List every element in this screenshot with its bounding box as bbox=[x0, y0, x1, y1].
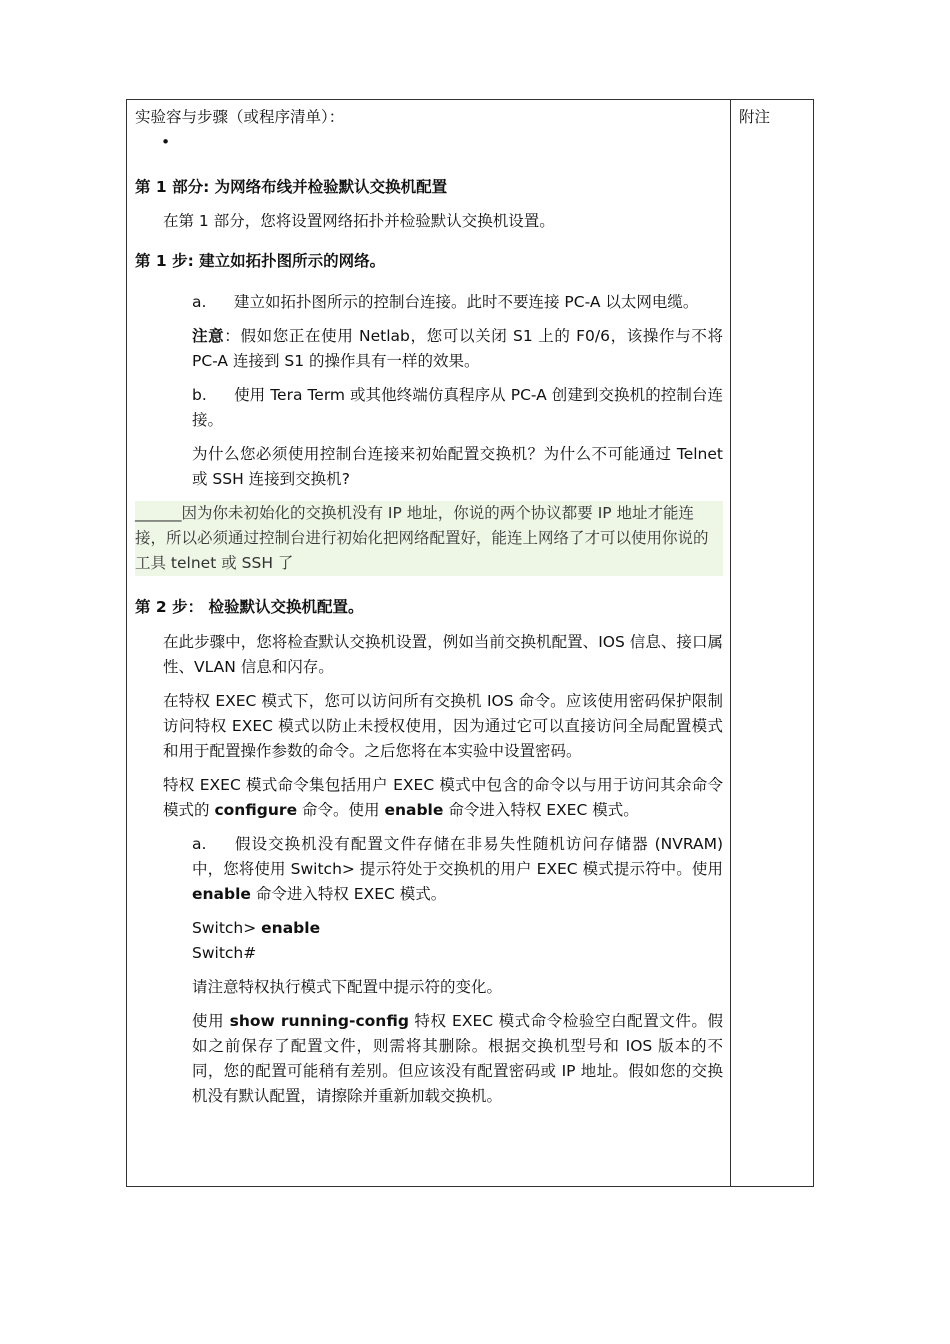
bullet-point: • bbox=[161, 133, 171, 151]
cli-prompt: Switch> bbox=[192, 919, 262, 937]
item-b-label: b. bbox=[192, 386, 207, 404]
table-header-title: 实验容与步骤（或程序清单）： bbox=[135, 108, 345, 126]
cli-line-1 bbox=[135, 916, 723, 941]
student-answer: ______因为你未初始化的交换机没有 IP 地址，你说的两个协议都要 IP 地址才能连接，所以必须通过控制台进行初始化把网络配置好，能连上网络了才可以使用你说的工具 telnet 或 SSH 了 bbox=[135, 501, 723, 576]
step1-note bbox=[135, 324, 723, 374]
part1-heading: 第 1 部分: 为网络布线并检验默认交换机配置 bbox=[135, 178, 448, 196]
step2-p2: 在特权 EXEC 模式下，您可以访问所有交换机 IOS 命令。应该使用密码保护限制访问特权 EXEC 模式以防止未授权使用，因为通过它可以直接访问全局配置模式和用于配置操作参数的命令。之后您将在本实验中设置密码。 bbox=[163, 692, 723, 760]
item-b-text: 使用 Tera Term 或其他终端仿真程序从 PC-A 创建到交换机的控制台连接。 bbox=[192, 386, 723, 429]
step2-heading: 第 2 步： 检验默认交换机配置。 bbox=[135, 598, 364, 616]
show-running-config-paragraph bbox=[135, 1009, 723, 1109]
notes-column bbox=[739, 105, 770, 130]
item-a-label: a. bbox=[192, 293, 207, 311]
part1-intro: 在第 1 部分，您将设置网络拓扑并检验默认交换机设置。 bbox=[163, 212, 555, 230]
step2-item-a bbox=[135, 832, 723, 907]
notes-header: 附注 bbox=[739, 108, 771, 126]
step2-p3 bbox=[135, 773, 723, 823]
show-text-pre: 使用 bbox=[192, 1012, 230, 1030]
step2-p1: 在此步骤中，您将检查默认交换机设置，例如当前交换机配置、IOS 信息、接口属性、VLAN 信息和闪存。 bbox=[163, 633, 723, 676]
step1-question: 为什么您必须使用控制台连接来初始配置交换机？为什么不可能通过 Telnet 或 SSH 连接到交换机? bbox=[192, 445, 723, 488]
enable-command: enable bbox=[192, 885, 251, 903]
enable-command: enable bbox=[384, 801, 444, 819]
main-column bbox=[135, 105, 723, 1109]
step1-item-a bbox=[135, 290, 723, 315]
item-a-text-pre: 假设交换机没有配置文件存储在非易失性随机访问存储器 (NVRAM) 中，您将使用 Switch> 提示符处于交换机的用户 EXEC 模式提示符中。使用 bbox=[192, 835, 723, 878]
note-label: 注意 bbox=[192, 327, 225, 345]
step1-item-b bbox=[135, 383, 723, 433]
show-text-post: 特权 EXEC 模式命令检验空白配置文件。假如之前保存了配置文件，则需将其删除。根据交换机型号和 IOS 版本的不同，您的配置可能稍有差别。但应该没有配置密码或 IP 地址。假如您的交换机没有默认配置，请擦除并重新加载交换机。 bbox=[192, 1012, 723, 1105]
p3-text-post: 命令进入特权 EXEC 模式。 bbox=[443, 801, 639, 819]
step1-heading: 第 1 步: 建立如拓扑图所示的网络。 bbox=[135, 252, 386, 270]
column-divider bbox=[730, 100, 731, 1186]
note-text: ：假如您正在使用 Netlab，您可以关闭 S1 上的 F0/6，该操作与不将 PC-A 连接到 S1 的操作具有一样的效果。 bbox=[192, 327, 723, 370]
p3-text-pre: 特权 EXEC 模式命令集包括用户 EXEC 模式中包含的命令以与用于访问其余命令模式的 bbox=[163, 776, 723, 819]
cli-command: enable bbox=[261, 919, 321, 937]
p3-text-mid: 命令。使用 bbox=[297, 801, 385, 819]
item-a-text: 建立如拓扑图所示的控制台连接。此时不要连接 PC-A 以太网电缆。 bbox=[234, 293, 699, 311]
prompt-change-note: 请注意特权执行模式下配置中提示符的变化。 bbox=[192, 978, 503, 996]
cli-line-2: Switch# bbox=[192, 944, 257, 962]
document-table bbox=[126, 99, 814, 1187]
item-a-text-post: 命令进入特权 EXEC 模式。 bbox=[250, 885, 447, 903]
configure-command: configure bbox=[214, 801, 298, 819]
item-a-label: a. bbox=[192, 835, 207, 853]
show-running-config-command: show running-config bbox=[229, 1012, 409, 1030]
